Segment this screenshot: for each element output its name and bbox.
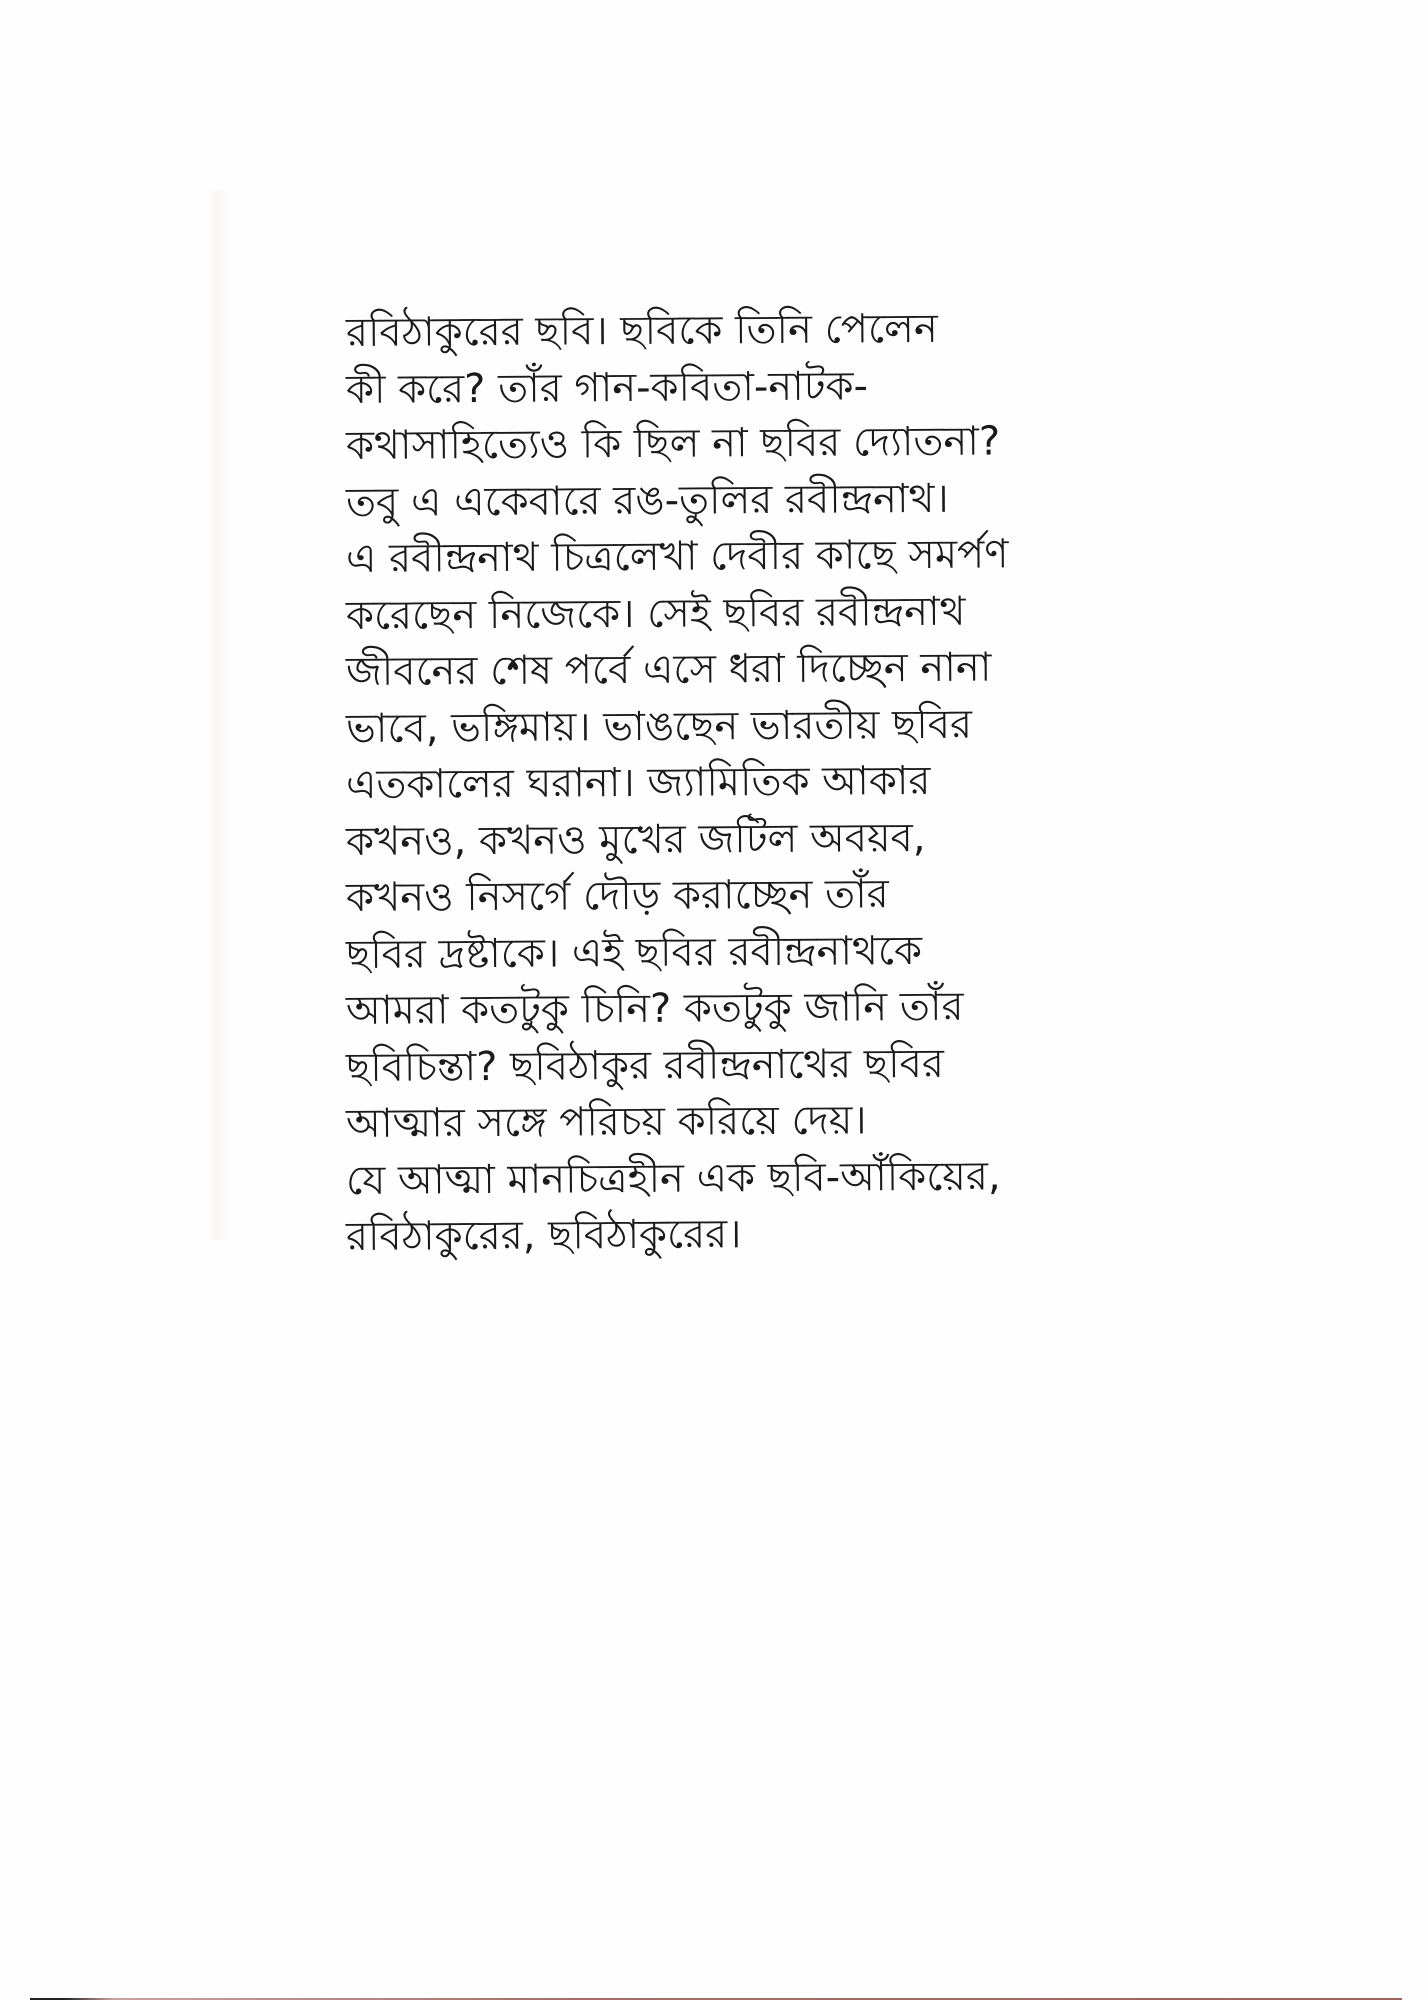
text-line: আমরা কতটুকু চিনি? কতটুকু জানি তাঁর (345, 983, 964, 1034)
text-line: যে আত্মা মানচিত্রহীন এক ছবি-আঁকিয়ের, (345, 1152, 1001, 1204)
body-text (346, 305, 1106, 1266)
text-line: রবিঠাকুরের ছবি। ছবিকে তিনি পেলেন (345, 305, 938, 356)
text-line: তবু এ একেবারে রঙ-তুলির রবীন্দ্রনাথ। (345, 475, 949, 526)
text-line: কী করে? তাঁর গান-কবিতা-নাটক- (345, 362, 869, 413)
text-line: এ রবীন্দ্রনাথ চিত্রলেখা দেবীর কাছে সমর্পণ (345, 531, 1009, 582)
text-line: এতকালের ঘরানা। জ্যামিতিক আকার (345, 757, 931, 808)
text-line: আত্মার সঙ্গে পরিচয় করিয়ে দেয়। (345, 1097, 867, 1147)
text-line: ছবিচিন্তা? ছবিঠাকুর রবীন্দ্রনাথের ছবির (345, 1040, 945, 1091)
page-edge-shadow (207, 190, 229, 1240)
text-line: কথাসাহিত্যেও কি ছিল না ছবির দ্যোতনা? (345, 418, 1001, 469)
text-line: করেছেন নিজেকে। সেই ছবির রবীন্দ্রনাথ (345, 588, 966, 639)
text-line: কখনও, কখনও মুখের জটিল অবয়ব, (345, 814, 926, 865)
text-line: রবিঠাকুরের, ছবিঠাকুরের। (345, 1211, 742, 1260)
text-line: জীবনের শেষ পর্বে এসে ধরা দিচ্ছেন নানা (345, 644, 992, 695)
text-line: ছবির দ্রষ্টাকে। এই ছবির রবীন্দ্রনাথকে (345, 927, 923, 978)
text-line: কখনও নিসর্গে দৌড় করাচ্ছেন তাঁর (345, 871, 889, 921)
text-line: ভাবে, ভঙ্গিমায়। ভাঙছেন ভারতীয় ছবির (345, 701, 973, 752)
